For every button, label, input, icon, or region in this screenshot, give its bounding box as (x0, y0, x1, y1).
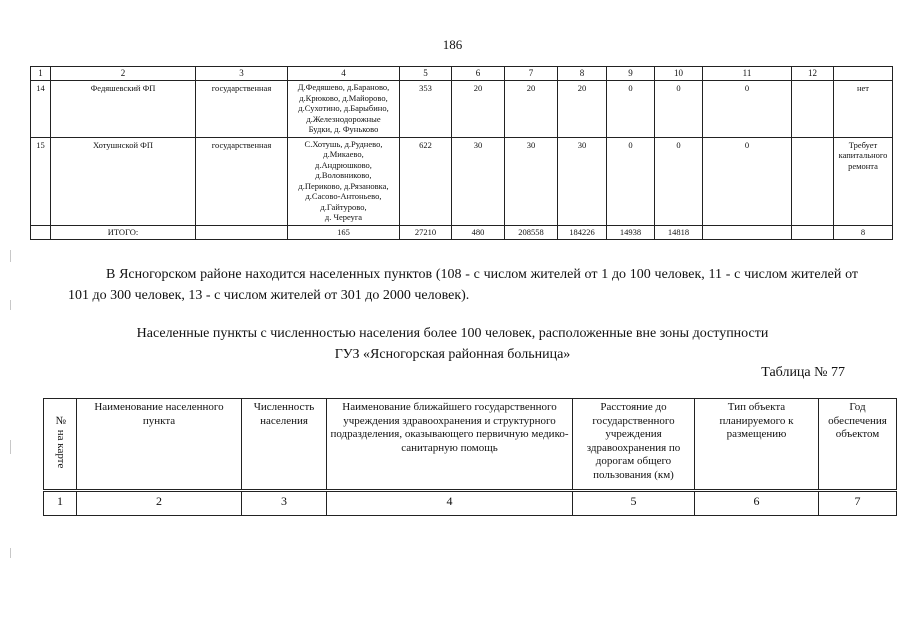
ownership-type: государственная (196, 81, 288, 138)
heading-line: Населенные пункты с численностью населения более 100 человек, расположенные вне зоны доступности (136, 326, 769, 341)
column-header: Тип объекта планируемого к размещению (695, 399, 819, 491)
served-settlements (288, 81, 400, 138)
column-number: 1 (44, 491, 77, 516)
column-number: 6 (452, 67, 505, 81)
cell-value (792, 137, 834, 225)
settlement-line: д.Микаево, (323, 149, 364, 159)
total-value: 208558 (505, 225, 558, 239)
condition-note (834, 137, 893, 225)
cell-value: 353 (400, 81, 452, 138)
top-table (30, 66, 893, 240)
column-header: Расстояние до государственного учреждения здравоохранения по дорогам общего пользования (км) (573, 399, 695, 491)
column-number: 5 (400, 67, 452, 81)
ownership-type: государственная (196, 137, 288, 225)
condition-line: нет (856, 83, 870, 93)
scan-margin-mark (10, 250, 11, 262)
cell-value: 30 (558, 137, 607, 225)
cell-value: 0 (703, 81, 792, 138)
scan-margin-mark (10, 548, 11, 558)
total-value: 165 (288, 225, 400, 239)
column-number: 7 (819, 491, 897, 516)
condition-line: ремонта (848, 160, 878, 171)
total-value: 8 (834, 225, 893, 239)
scan-margin-mark (10, 300, 11, 310)
cell-value: 30 (452, 137, 505, 225)
column-number: 1 (31, 67, 51, 81)
settlement-line: д.Гайтурово, (320, 201, 367, 212)
column-number: 12 (792, 67, 834, 81)
served-settlements (288, 137, 400, 225)
bottom-table (43, 398, 897, 516)
column-number: 2 (77, 491, 242, 516)
cell-value: 0 (607, 137, 655, 225)
table-caption: Таблица № 77 (761, 365, 845, 380)
empty-cell (792, 225, 834, 239)
empty-cell (31, 225, 51, 239)
cell-value: 30 (505, 137, 558, 225)
total-value: 480 (452, 225, 505, 239)
scan-margin-mark (10, 440, 11, 454)
settlement-line: д.Андрюшково, (315, 159, 372, 170)
cell-value: 0 (607, 81, 655, 138)
settlement-line: д.Железнодорожные (306, 113, 381, 124)
total-value: 27210 (400, 225, 452, 239)
column-number: 9 (607, 67, 655, 81)
settlement-line: д.Сухотино, д.Барыбино, (298, 103, 389, 113)
column-number: 3 (242, 491, 327, 516)
cell-value: 20 (452, 81, 505, 138)
column-header: Численность населения (242, 399, 327, 491)
column-number: 3 (196, 67, 288, 81)
settlement-line: Д.Федяшево, д.Бараново, (297, 82, 390, 92)
cell-value: 0 (655, 81, 703, 138)
column-number-row (31, 67, 893, 81)
column-number: 4 (327, 491, 573, 516)
column-header: Наименование ближайшего государственного учреждения здравоохранения и структурного подразделения, оказывающего первичную медико-санитарную помощь (327, 399, 573, 491)
column-number: 6 (695, 491, 819, 516)
cell-value: 622 (400, 137, 452, 225)
settlement-line: Будки, д. Фуньково (308, 124, 379, 134)
column-header: Год обеспечения объектом (819, 399, 897, 491)
cell-value: 20 (505, 81, 558, 138)
settlement-line: д.Воловниково, (315, 170, 372, 180)
table-row (31, 137, 893, 225)
column-number: 8 (558, 67, 607, 81)
total-value: 184226 (558, 225, 607, 239)
column-number: 4 (288, 67, 400, 81)
cell-value: 0 (703, 137, 792, 225)
column-number: 10 (655, 67, 703, 81)
total-label: ИТОГО: (51, 225, 196, 239)
column-number: 5 (573, 491, 695, 516)
settlement-line: д. Череуга (324, 212, 363, 222)
settlement-line: д.Сасово-Антоньево, (305, 191, 382, 201)
cell-value (792, 81, 834, 138)
table-row (31, 81, 893, 138)
column-number: 2 (51, 67, 196, 81)
settlement-line: д.Периково, д.Рязановка, (298, 180, 389, 191)
page-number: 186 (442, 37, 463, 52)
cell-value: 0 (655, 137, 703, 225)
facility-name: Федяшевский ФП (51, 81, 196, 138)
total-value: 14938 (607, 225, 655, 239)
column-header: Наименование населенного пункта (77, 399, 242, 491)
column-number (834, 67, 893, 81)
summary-paragraph: В Ясногорском районе находится населенных пунктов (108 - с числом жителей от 1 до 100 человек, 11 - с числом жителей от 101 до 300 человек, 13 - с числом жителей от 301 до 2000 человек). (68, 267, 858, 303)
total-value: 14818 (655, 225, 703, 239)
heading-line: ГУЗ «Ясногорская районная больница» (334, 347, 571, 362)
empty-cell (703, 225, 792, 239)
section-heading (0, 323, 905, 365)
settlement-line: д.Крюково, д.Майорово, (299, 92, 388, 103)
row-number: 15 (31, 137, 51, 225)
condition-line: капитального (838, 150, 888, 160)
empty-cell (196, 225, 288, 239)
condition-line: Требует (848, 139, 878, 150)
column-number-row (44, 491, 897, 516)
facility-name: Хотушнской ФП (51, 137, 196, 225)
row-number: 14 (31, 81, 51, 138)
column-number: 11 (703, 67, 792, 81)
cell-value: 20 (558, 81, 607, 138)
map-number-header: № на карте (54, 415, 67, 469)
total-row (31, 225, 893, 239)
header-row (44, 399, 897, 491)
condition-note (834, 81, 893, 138)
column-header (44, 399, 77, 491)
column-number: 7 (505, 67, 558, 81)
settlement-line: С.Хотушь, д.Руднево, (304, 138, 383, 149)
